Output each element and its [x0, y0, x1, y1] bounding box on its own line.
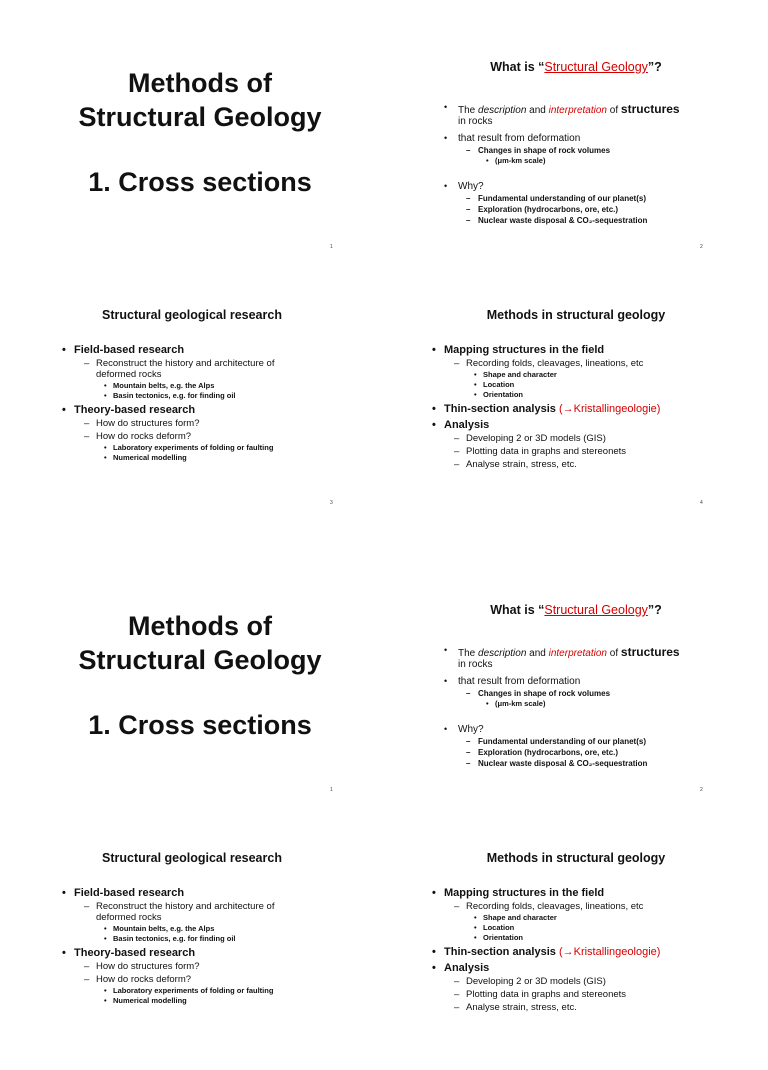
- list-item: – Exploration (hydrocarbons, ore, etc.): [466, 748, 764, 757]
- heading-text: Structural geological research: [102, 308, 282, 322]
- slide-methods: [384, 272, 768, 527]
- text-run: description: [478, 648, 527, 659]
- list-item: • Theory-based research: [62, 947, 372, 959]
- page-number: 1: [330, 244, 333, 250]
- list-item: • (μm-km scale): [486, 699, 764, 708]
- heading-text: Methods in structural geology: [486, 308, 666, 322]
- list-item: • Numerical modelling: [104, 453, 372, 462]
- list-item: – Fundamental understanding of our planet(s): [466, 737, 764, 746]
- list-item: – Nuclear waste disposal & CO₂-sequestration: [466, 759, 764, 768]
- list-item: – How do structures form?: [84, 418, 372, 429]
- text-run: interpretation: [548, 648, 607, 659]
- slide-heading: [384, 851, 768, 865]
- title-line-2: Structural Geology: [78, 645, 322, 675]
- list-item: • Mountain belts, e.g. the Alps: [104, 381, 372, 390]
- list-item: – How do rocks deform?: [84, 974, 372, 985]
- list-item: • that result from deformation: [444, 676, 764, 687]
- slide-heading: [384, 603, 768, 617]
- list-item: [444, 645, 764, 670]
- list-item: • that result from deformation: [444, 133, 764, 144]
- list-item: • Theory-based research: [62, 404, 372, 416]
- list-item: • Field-based research: [62, 344, 372, 356]
- list-item: – Analyse strain, stress, etc.: [454, 1002, 762, 1013]
- slide-title: [0, 543, 384, 798]
- list-item: [432, 403, 762, 415]
- list-item: • Mapping structures in the field: [432, 887, 762, 899]
- slide-heading: [0, 851, 384, 865]
- list-item: – Reconstruct the history and architecture of deformed rocks: [84, 901, 316, 923]
- heading-highlight: Structural Geology: [544, 60, 648, 74]
- list-item: • Orientation: [474, 390, 762, 399]
- slide-title: [0, 0, 384, 255]
- text-run: Thin-section analysis: [444, 403, 556, 415]
- list-item: – How do rocks deform?: [84, 431, 372, 442]
- list-item: • Why?: [444, 181, 764, 192]
- page-number: 1: [330, 787, 333, 793]
- slide-title-heading: [0, 609, 400, 677]
- title-subtitle: 1. Cross sections: [88, 167, 312, 197]
- title-line-1: Methods of: [128, 68, 272, 98]
- text-run: and: [526, 105, 549, 116]
- list-item: – Developing 2 or 3D models (GIS): [454, 976, 762, 987]
- list-item: • Laboratory experiments of folding or faulting: [104, 443, 372, 452]
- slide-research: [0, 815, 384, 1070]
- page-number: 2: [700, 244, 703, 250]
- list-item: • Numerical modelling: [104, 996, 372, 1005]
- heading-highlight: Structural Geology: [544, 603, 648, 617]
- list-item: – How do structures form?: [84, 961, 372, 972]
- heading-text: Methods in structural geology: [486, 851, 666, 865]
- list-item: [444, 102, 764, 127]
- page-number: 2: [700, 787, 703, 793]
- slide-heading: [0, 308, 384, 322]
- bullet-list: [432, 340, 762, 470]
- list-item: – Changes in shape of rock volumes: [466, 689, 764, 698]
- title-line-1: Methods of: [128, 611, 272, 641]
- list-item: – Developing 2 or 3D models (GIS): [454, 433, 762, 444]
- list-item: • Location: [474, 380, 762, 389]
- list-item: – Nuclear waste disposal & CO₂-sequestration: [466, 216, 764, 225]
- bullet-list: [444, 96, 764, 225]
- list-item: – Reconstruct the history and architecture of deformed rocks: [84, 358, 316, 380]
- list-item: – Exploration (hydrocarbons, ore, etc.): [466, 205, 764, 214]
- list-item: • Analysis: [432, 962, 762, 974]
- list-item: – Changes in shape of rock volumes: [466, 146, 764, 155]
- page-number: 4: [700, 500, 703, 506]
- title-subtitle: 1. Cross sections: [88, 710, 312, 740]
- heading-text: Structural geological research: [102, 851, 282, 865]
- list-item: • Location: [474, 923, 762, 932]
- text-run: in rocks: [458, 116, 493, 127]
- text-run: The: [458, 648, 479, 659]
- list-item: – Recording folds, cleavages, lineations, etc: [454, 901, 762, 912]
- text-run: (→Kristallingeologie): [558, 946, 661, 958]
- slide-what-is: [384, 543, 768, 798]
- text-run: (→Kristallingeologie): [558, 403, 661, 415]
- list-item: • Analysis: [432, 419, 762, 431]
- list-item: – Plotting data in graphs and stereonets: [454, 446, 762, 457]
- heading-suffix: ”?: [647, 603, 662, 617]
- bullet-list: [432, 883, 762, 1013]
- list-item: – Plotting data in graphs and stereonets: [454, 989, 762, 1000]
- list-item: • Basin tectonics, e.g. for finding oil: [104, 391, 372, 400]
- text-run: in rocks: [458, 659, 493, 670]
- slide-methods: [384, 815, 768, 1070]
- bullet-list: [62, 883, 372, 1005]
- text-run: of: [607, 105, 621, 116]
- list-item: – Analyse strain, stress, etc.: [454, 459, 762, 470]
- bullet-list: [62, 340, 372, 462]
- list-item: • Laboratory experiments of folding or faulting: [104, 986, 372, 995]
- list-item: • Shape and character: [474, 913, 762, 922]
- heading-prefix: What is “: [490, 603, 545, 617]
- list-item: – Recording folds, cleavages, lineations, etc: [454, 358, 762, 369]
- list-item: • Mapping structures in the field: [432, 344, 762, 356]
- text-run: structures: [620, 645, 680, 659]
- slide-research: [0, 272, 384, 527]
- text-run: description: [478, 105, 527, 116]
- list-item: • Orientation: [474, 933, 762, 942]
- list-item: • Field-based research: [62, 887, 372, 899]
- text-run: of: [607, 648, 621, 659]
- slide-what-is: [384, 0, 768, 255]
- heading-prefix: What is “: [490, 60, 545, 74]
- heading-suffix: ”?: [647, 60, 662, 74]
- list-item: • (μm-km scale): [486, 156, 764, 165]
- text-run: interpretation: [548, 105, 607, 116]
- text-run: and: [526, 648, 549, 659]
- text-run: structures: [620, 102, 680, 116]
- list-item: [432, 946, 762, 958]
- list-item: – Fundamental understanding of our planet(s): [466, 194, 764, 203]
- bullet-list: [444, 639, 764, 768]
- slide-heading: [384, 308, 768, 322]
- slide-heading: [384, 60, 768, 74]
- text-run: Thin-section analysis: [444, 946, 556, 958]
- slide-title-heading: [0, 66, 400, 134]
- list-item: • Shape and character: [474, 370, 762, 379]
- list-item: • Why?: [444, 724, 764, 735]
- list-item: • Basin tectonics, e.g. for finding oil: [104, 934, 372, 943]
- text-run: The: [458, 105, 479, 116]
- title-line-2: Structural Geology: [78, 102, 322, 132]
- page-number: 3: [330, 500, 333, 506]
- list-item: • Mountain belts, e.g. the Alps: [104, 924, 372, 933]
